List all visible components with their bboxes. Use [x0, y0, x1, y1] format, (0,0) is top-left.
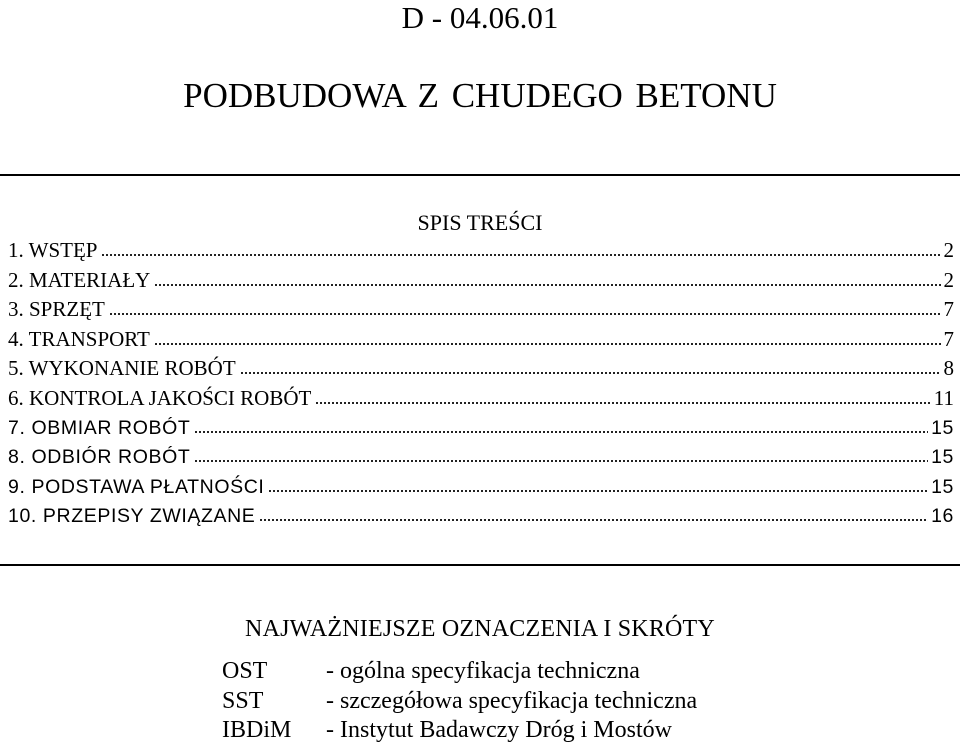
toc-item-kontrola-jakosci[interactable]	[8, 384, 954, 414]
toc-dot-leader	[315, 401, 930, 405]
table-of-contents	[8, 236, 954, 532]
toc-item-page: 2	[943, 267, 954, 292]
toc-item-podstawa-platnosci[interactable]	[8, 473, 954, 503]
abbreviation-key: IBDiM	[222, 717, 292, 743]
toc-item-label: 10. PRZEPISY ZWIĄZANE	[8, 505, 256, 528]
toc-heading: SPIS TREŚCI	[417, 210, 543, 235]
toc-dot-leader	[268, 489, 928, 493]
toc-dot-leader	[194, 459, 928, 463]
toc-item-page: 15	[931, 446, 954, 469]
toc-item-page: 11	[933, 385, 954, 410]
toc-item-label: 5. WYKONANIE ROBÓT	[8, 356, 236, 381]
toc-item-wstep[interactable]	[8, 236, 954, 266]
toc-item-materialy[interactable]	[8, 266, 954, 296]
abbreviation-key: SST	[222, 687, 264, 714]
toc-item-sprzet[interactable]	[8, 295, 954, 325]
abbreviation-row	[222, 687, 942, 717]
toc-item-przepisy-zwiazane[interactable]	[8, 502, 954, 532]
toc-item-wykonanie-robot[interactable]	[8, 354, 954, 384]
toc-dot-leader	[194, 430, 928, 434]
abbreviation-description: - ogólna specyfikacja techniczna	[326, 658, 640, 684]
top-divider	[0, 174, 960, 176]
toc-item-label: 9. PODSTAWA PŁATNOŚCI	[8, 475, 265, 498]
toc-item-transport[interactable]	[8, 325, 954, 355]
toc-dot-leader	[154, 283, 940, 287]
abbreviation-description: - szczegółowa specyfikacja techniczna	[326, 687, 698, 714]
toc-dot-leader	[109, 312, 941, 316]
toc-item-page: 7	[943, 326, 954, 351]
toc-dot-leader	[240, 371, 941, 375]
toc-item-page: 2	[943, 238, 954, 262]
document-title: PODBUDOWA Z CHUDEGO BETONU	[183, 76, 777, 115]
abbreviations-heading: NAJWAŻNIEJSZE OZNACZENIA I SKRÓTY	[245, 616, 715, 642]
toc-item-obmiar-robot[interactable]	[8, 414, 954, 444]
toc-dot-leader	[259, 518, 928, 522]
toc-dot-leader	[154, 342, 941, 346]
toc-item-label: 3. SPRZĘT	[8, 297, 105, 322]
toc-item-label: 2. MATERIAŁY	[8, 267, 151, 292]
toc-dot-leader	[101, 253, 940, 257]
toc-item-label: 7. OBMIAR ROBÓT	[8, 416, 191, 439]
toc-item-page: 7	[943, 297, 954, 322]
toc-item-page: 8	[943, 356, 954, 381]
document-code: D - 04.06.01	[401, 0, 559, 35]
abbreviation-row	[222, 657, 942, 687]
abbreviation-key: OST	[222, 658, 268, 684]
toc-item-label: 1. WSTĘP	[8, 238, 98, 262]
toc-item-label: 4. TRANSPORT	[8, 326, 150, 351]
abbreviation-row	[222, 716, 942, 746]
toc-item-page: 15	[931, 416, 954, 439]
toc-item-page: 15	[931, 475, 954, 498]
toc-item-label: 6. KONTROLA JAKOŚCI ROBÓT	[8, 385, 312, 410]
toc-item-page: 16	[931, 505, 954, 528]
toc-item-label: 8. ODBIÓR ROBÓT	[8, 446, 191, 469]
abbreviation-description: - Instytut Badawczy Dróg i Mostów	[326, 717, 672, 743]
abbreviations-list	[222, 657, 942, 746]
middle-divider	[0, 564, 960, 566]
toc-item-odbior-robot[interactable]	[8, 443, 954, 473]
